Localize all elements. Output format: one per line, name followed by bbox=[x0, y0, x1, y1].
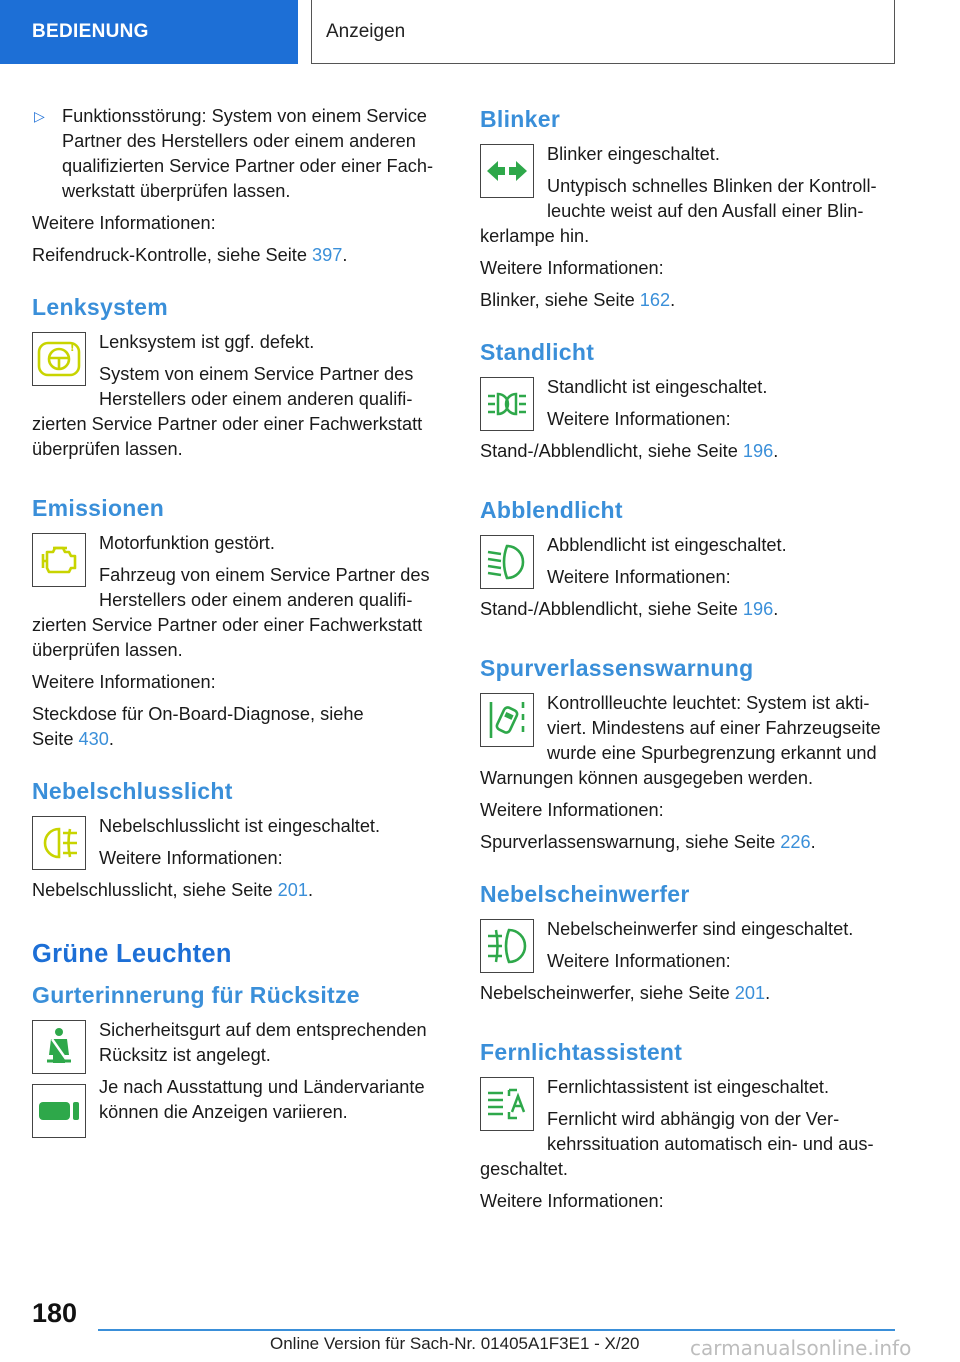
blinker-line1: Blinker eingeschaltet. bbox=[547, 144, 720, 164]
reference-obd bbox=[32, 702, 450, 727]
bullet-triangle-icon: ▷ bbox=[34, 108, 45, 124]
watermark: carmanualsonline.info bbox=[690, 1336, 912, 1360]
page-link[interactable]: 397 bbox=[312, 245, 343, 265]
footer-online-version: Online Version für Sach-Nr. 01405A1F3E1 - X/20 bbox=[270, 1334, 640, 1353]
reference-text: Steckdose für On-Board-Diagnose, siehe bbox=[32, 704, 364, 724]
fern-line2: Fernlicht wird abhängig von der Verkehrssituation automatisch ein- und ausgeschaltet. bbox=[480, 1109, 874, 1179]
reference-obd-page: Seite 430. bbox=[32, 729, 114, 749]
header-chapter-label: Anzeigen bbox=[326, 20, 406, 42]
bullet-item bbox=[32, 104, 450, 204]
nebelschein-line1: Nebelscheinwerfer sind eingeschaltet. bbox=[547, 919, 854, 939]
more-info-label: Weitere Informationen: bbox=[547, 567, 731, 587]
svg-text:!: ! bbox=[70, 343, 75, 354]
abblend-line1: Abblendlicht ist eingeschaltet. bbox=[547, 535, 787, 555]
reference-blinker: Blinker, siehe Seite 162. bbox=[480, 290, 676, 310]
page-number: 180 bbox=[32, 1298, 78, 1328]
standlicht-line1: Standlicht ist eingeschaltet. bbox=[547, 377, 768, 397]
header-section-tab bbox=[0, 0, 298, 64]
gurt-line2: Je nach Ausstattung und Ländervariante können die Anzeigen variieren. bbox=[99, 1077, 425, 1122]
page-link[interactable]: 226 bbox=[780, 832, 811, 852]
page-link[interactable]: 196 bbox=[742, 441, 774, 461]
page-link[interactable]: 201 bbox=[734, 983, 766, 1003]
page-link[interactable]: 430 bbox=[78, 729, 109, 749]
reference-text: Reifendruck-Kontrolle, siehe Seite bbox=[32, 245, 313, 265]
header-section-label: BEDIENUNG bbox=[32, 21, 149, 42]
page-link[interactable]: 196 bbox=[742, 599, 774, 619]
section-title-blinker: Blinker bbox=[480, 106, 561, 132]
gurt-line1: Sicherheitsgurt auf dem entsprechenden Rücksitz ist angelegt. bbox=[99, 1020, 427, 1065]
section-title-gurterinnerung: Gurterinnerung für Rücksitze bbox=[32, 982, 360, 1008]
more-info-label: Weitere Informationen: bbox=[547, 409, 731, 429]
emis-line2: Fahrzeug von einem Service Partner des Herstellers oder einem anderen qualifizierten Service Partner oder einer Fachwerkstatt überprüfen lassen. bbox=[32, 565, 430, 660]
engine-warning-icon bbox=[32, 533, 86, 587]
gurt-icons bbox=[32, 1018, 99, 1142]
more-info-label: Weitere Informationen: bbox=[480, 258, 664, 278]
emis-line1: Motorfunktion gestört. bbox=[99, 533, 275, 553]
reference-text: Spurverlassenswarnung, siehe Seite bbox=[480, 832, 781, 852]
reference-text: Nebelscheinwerfer, siehe Seite bbox=[480, 983, 735, 1003]
more-info-label: Weitere Informationen: bbox=[99, 848, 283, 868]
parking-light-icon bbox=[480, 377, 534, 431]
more-info-label: Weitere Informationen: bbox=[32, 672, 216, 692]
rear-fog-light-icon bbox=[32, 816, 86, 870]
header-chapter-box bbox=[311, 0, 895, 64]
more-info-label: Weitere Informationen: bbox=[480, 1191, 664, 1211]
steering-warning-icon bbox=[32, 332, 86, 386]
more-info-label: Weitere Informationen: bbox=[480, 800, 664, 820]
seatbelt-icon bbox=[32, 1020, 86, 1074]
reference-nebelschluss: Nebelschlusslicht, siehe Seite 201. bbox=[32, 880, 314, 900]
right-column bbox=[480, 104, 898, 1221]
reference-nebelschein: Nebelscheinwerfer, siehe Seite 201. bbox=[480, 983, 771, 1003]
section-title-spurverlassenswarnung: Spurverlassenswarnung bbox=[480, 655, 754, 681]
reference-spur: Spurverlassenswarnung, siehe Seite 226. bbox=[480, 832, 816, 852]
section-title-nebelschlusslicht: Nebelschlusslicht bbox=[32, 778, 233, 804]
front-fog-light-icon bbox=[480, 919, 534, 973]
low-beam-icon bbox=[480, 535, 534, 589]
section-title-emissionen: Emissionen bbox=[32, 495, 165, 521]
footer-divider bbox=[98, 1329, 895, 1331]
reference-text: Stand-/Abblendlicht, siehe Seite bbox=[480, 599, 743, 619]
section-title-gruene-leuchten: Grüne Leuchten bbox=[32, 940, 232, 968]
page-link[interactable]: 201 bbox=[277, 880, 309, 900]
section-title-fernlichtassistent: Fernlichtassistent bbox=[480, 1039, 683, 1065]
reference-text: Seite bbox=[32, 729, 79, 749]
section-title-standlicht: Standlicht bbox=[480, 339, 595, 365]
fern-line1: Fernlichtassistent ist eingeschaltet. bbox=[547, 1077, 830, 1097]
section-title-abblendlicht: Abblendlicht bbox=[480, 497, 623, 523]
rear-seat-indicator-icon bbox=[32, 1084, 86, 1138]
reference-reifendruck: Reifendruck-Kontrolle, siehe Seite 397. bbox=[32, 245, 348, 265]
left-column bbox=[32, 104, 450, 1142]
reference-abblend: Stand-/Abblendlicht, siehe Seite 196. bbox=[480, 599, 779, 619]
section-title-nebelscheinwerfer: Nebelscheinwerfer bbox=[480, 881, 690, 907]
reference-text: Nebelschlusslicht, siehe Seite bbox=[32, 880, 278, 900]
page-link[interactable]: 162 bbox=[639, 290, 671, 310]
nebelschluss-line1: Nebelschlusslicht ist eingeschaltet. bbox=[99, 816, 381, 836]
reference-text: Blinker, siehe Seite bbox=[480, 290, 640, 310]
lenk-line2: System von einem Service Partner des Herstellers oder einem anderen qualifizierten Service Partner oder einer Fachwerkstatt überprüfen lassen. bbox=[32, 364, 423, 459]
reference-standlicht: Stand-/Abblendlicht, siehe Seite 196. bbox=[480, 441, 779, 461]
reference-text: Stand-/Abblendlicht, siehe Seite bbox=[480, 441, 743, 461]
bullet-text: Funktionsstörung: System von einem Service Partner des Herstellers oder einem anderen qualifizierten Service Partner oder einer Fachwerkstatt überprüfen lassen. bbox=[62, 106, 434, 201]
more-info-label: Weitere Informationen: bbox=[32, 213, 216, 233]
blinker-line2: Untypisch schnelles Blinken der Kontrollleuchte weist auf den Ausfall einer Blinkerlampe hin. bbox=[480, 176, 877, 246]
lane-departure-icon bbox=[480, 693, 534, 747]
turn-signal-icon bbox=[480, 144, 534, 198]
spur-line1: Kontrollleuchte leuchtet: System ist aktiviert. Mindestens auf einer Fahrzeugseite wurde eine Spurbegrenzung erkannt und Warnungen können ausgegeben werden. bbox=[480, 693, 881, 788]
more-info-label: Weitere Informationen: bbox=[547, 951, 731, 971]
high-beam-assistant-icon bbox=[480, 1077, 534, 1131]
section-title-lenksystem: Lenksystem bbox=[32, 294, 168, 320]
lenk-line1: Lenksystem ist ggf. defekt. bbox=[99, 332, 315, 352]
